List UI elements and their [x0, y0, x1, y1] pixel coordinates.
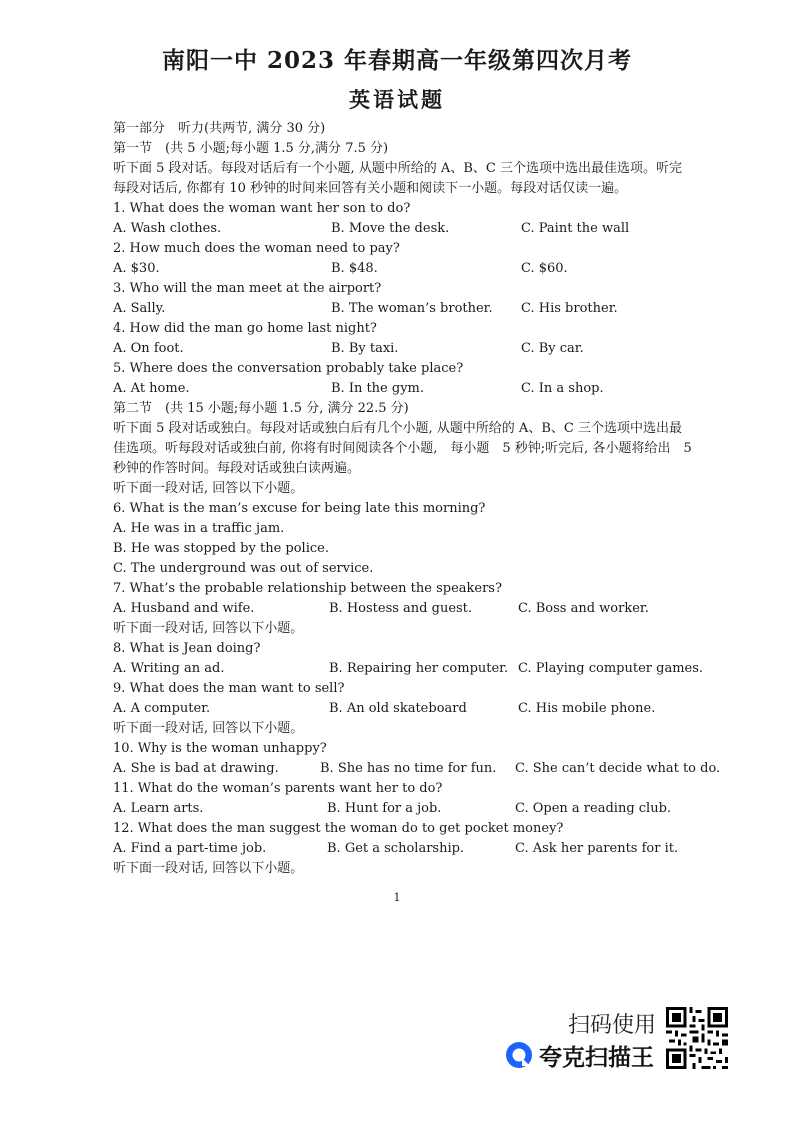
question-stem: 3. Who will the man meet at the airport? [113, 281, 382, 296]
option-c: C. His mobile phone. [518, 701, 656, 716]
section2-instruction-line: 佳选项。听每段对话或独白前, 你将有时间阅读各个小题, 每小题 5 秒钟;听完后, 各小题将给出 5 [113, 441, 692, 456]
option-a: A. He was in a traffic jam. [113, 521, 285, 536]
listen-prompt: 听下面一段对话, 回答以下小题。 [113, 861, 304, 876]
option-a: A. She is bad at drawing. [113, 761, 279, 776]
option-b: B. Hostess and guest. [329, 601, 473, 616]
part1-heading: 第一部分 听力(共两节, 满分 30 分) [113, 121, 326, 136]
question-stem: 9. What does the man want to sell? [113, 681, 345, 696]
option-a: A. Sally. [113, 301, 166, 316]
scanner-brand [505, 1040, 654, 1070]
option-a: A. $30. [113, 261, 160, 276]
option-b: B. Move the desk. [331, 221, 450, 236]
brand-name: 夸克扫描王 [539, 1044, 654, 1071]
question-stem: 6. What is the man’s excuse for being late this morning? [113, 501, 486, 516]
exam-subject-title: 英语试题 [349, 87, 445, 112]
option-a: A. Wash clothes. [113, 221, 222, 236]
option-c: C. In a shop. [521, 381, 604, 396]
section2-instruction-line: 听下面 5 段对话或独白。每段对话或独白后有几个小题, 从题中所给的 A、B、C 三个选项中选出最 [113, 421, 682, 436]
question-stem: 5. Where does the conversation probably take place? [113, 361, 464, 376]
qr-code-icon[interactable] [666, 1007, 728, 1069]
option-c: C. Open a reading club. [515, 801, 672, 816]
option-b: B. $48. [331, 261, 378, 276]
question-stem: 4. How did the man go home last night? [113, 321, 377, 336]
option-a: A. At home. [113, 381, 190, 396]
question-stem: 1. What does the woman want her son to do? [113, 201, 411, 216]
option-b: B. An old skateboard [329, 701, 467, 716]
option-a: A. Writing an ad. [113, 661, 225, 676]
option-a: A. Find a part-time job. [113, 841, 267, 856]
quark-logo-icon [505, 1041, 533, 1069]
section1-instruction-line: 听下面 5 段对话。每段对话后有一个小题, 从题中所给的 A、B、C 三个选项中选出最佳选项。听完 [113, 161, 682, 176]
option-c: C. Ask her parents for it. [515, 841, 679, 856]
option-c: C. She can’t decide what to do. [515, 761, 721, 776]
question-stem: 11. What do the woman’s parents want her to do? [113, 781, 443, 796]
option-c: C. Boss and worker. [518, 601, 649, 616]
question-stem: 12. What does the man suggest the woman do to get pocket money? [113, 821, 564, 836]
section1-instruction-line: 每段对话后, 你都有 10 秒钟的时间来回答有关小题和阅读下一小题。每段对话仅读一遍。 [113, 181, 628, 196]
question-stem: 2. How much does the woman need to pay? [113, 241, 400, 256]
option-b: B. The woman’s brother. [331, 301, 493, 316]
option-b: B. He was stopped by the police. [113, 541, 329, 556]
listen-prompt: 听下面一段对话, 回答以下小题。 [113, 721, 304, 736]
option-c: C. Playing computer games. [518, 661, 704, 676]
exam-title: 南阳一中 2023 年春期高一年级第四次月考 [161, 47, 633, 74]
option-c: C. The underground was out of service. [113, 561, 374, 576]
option-b: B. Hunt for a job. [327, 801, 442, 816]
option-c: C. His brother. [521, 301, 618, 316]
option-b: B. In the gym. [331, 381, 425, 396]
option-a: A. Learn arts. [113, 801, 204, 816]
question-stem: 10. Why is the woman unhappy? [113, 741, 327, 756]
option-b: B. Repairing her computer. [329, 661, 509, 676]
option-c: C. $60. [521, 261, 568, 276]
option-c: C. Paint the wall [521, 221, 630, 236]
page-number: 1 [393, 891, 401, 904]
section1-heading: 第一节 (共 5 小题;每小题 1.5 分,满分 7.5 分) [113, 141, 389, 156]
question-stem: 8. What is Jean doing? [113, 641, 261, 656]
option-c: C. By car. [521, 341, 584, 356]
scan-to-use-label: 扫码使用 [568, 1013, 657, 1038]
option-b: B. Get a scholarship. [327, 841, 465, 856]
option-a: A. Husband and wife. [113, 601, 255, 616]
option-b: B. By taxi. [331, 341, 399, 356]
option-b: B. She has no time for fun. [320, 761, 497, 776]
question-stem: 7. What’s the probable relationship between the speakers? [113, 581, 502, 596]
option-a: A. A computer. [113, 701, 211, 716]
listen-prompt: 听下面一段对话, 回答以下小题。 [113, 481, 304, 496]
section2-instruction-line: 秒钟的作答时间。每段对话或独白读两遍。 [113, 461, 361, 476]
option-a: A. On foot. [113, 341, 184, 356]
listen-prompt: 听下面一段对话, 回答以下小题。 [113, 621, 304, 636]
section2-heading: 第二节 (共 15 小题;每小题 1.5 分, 满分 22.5 分) [113, 401, 409, 416]
